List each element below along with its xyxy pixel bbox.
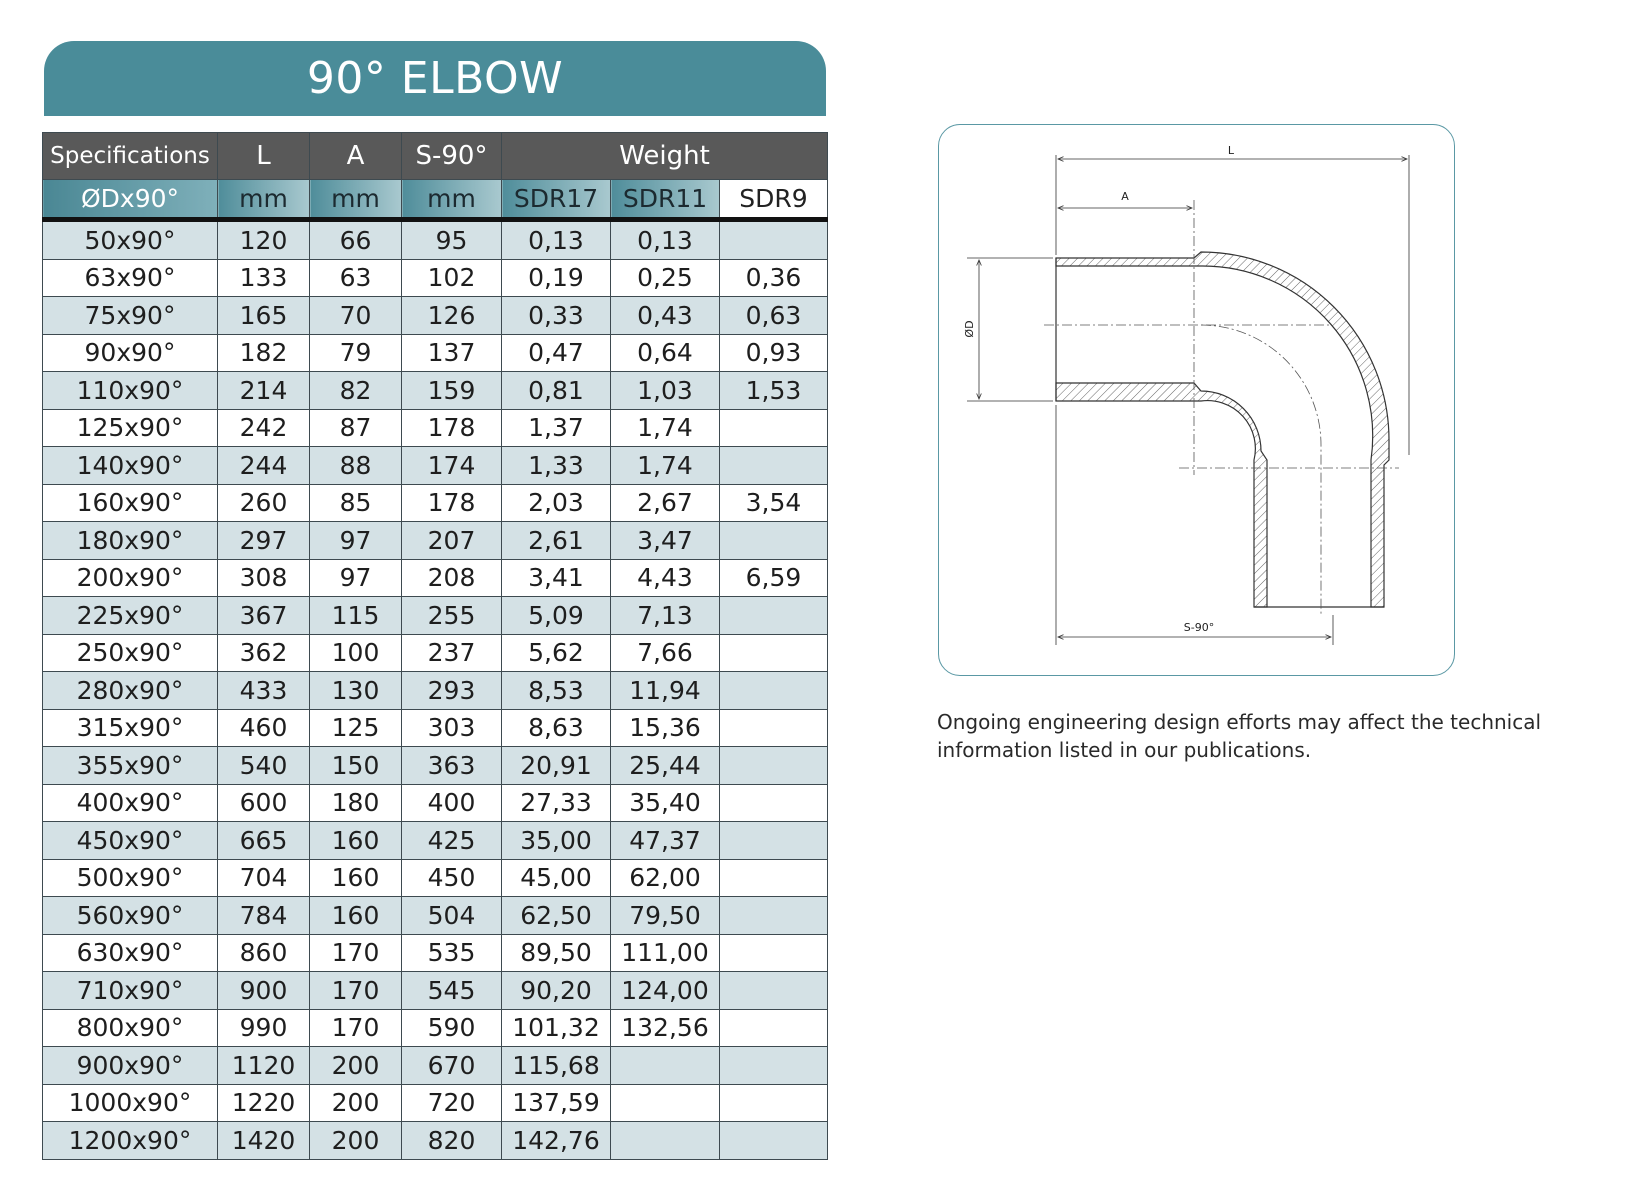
cell-l: 600 [218,784,310,822]
table-row [43,559,828,597]
cell-a: 85 [310,484,402,522]
cell-od: 160x90° [43,484,218,522]
cell-s90: 126 [402,297,502,335]
cell-l: 990 [218,1009,310,1047]
cell-od: 225x90° [43,597,218,635]
cell-sdr9 [720,447,828,485]
cell-sdr17: 137,59 [502,1084,611,1122]
cell-a: 180 [310,784,402,822]
cell-l: 433 [218,672,310,710]
cell-s90: 178 [402,484,502,522]
cell-a: 88 [310,447,402,485]
cell-od: 50x90° [43,220,218,260]
subheader-a-unit: mm [310,180,402,220]
table-row [43,522,828,560]
cell-sdr11: 11,94 [611,672,720,710]
header-l: L [218,133,310,180]
cell-sdr9 [720,522,828,560]
cell-sdr9 [720,1009,828,1047]
cell-sdr9 [720,672,828,710]
cell-sdr9 [720,1084,828,1122]
cell-od: 1200x90° [43,1122,218,1160]
cell-sdr17: 8,53 [502,672,611,710]
cell-sdr9 [720,634,828,672]
cell-sdr17: 35,00 [502,822,611,860]
cell-sdr17: 0,13 [502,220,611,260]
cell-sdr11: 124,00 [611,972,720,1010]
disclaimer-note [937,708,1577,764]
cell-l: 1120 [218,1047,310,1085]
cell-od: 800x90° [43,1009,218,1047]
cell-od: 630x90° [43,934,218,972]
cell-sdr9 [720,1047,828,1085]
cell-sdr17: 5,62 [502,634,611,672]
table-row [43,409,828,447]
cell-l: 1220 [218,1084,310,1122]
cell-sdr11: 1,03 [611,372,720,410]
cell-od: 180x90° [43,522,218,560]
cell-a: 63 [310,259,402,297]
cell-s90: 303 [402,709,502,747]
cell-l: 362 [218,634,310,672]
table-row [43,1122,828,1160]
cell-sdr11 [611,1047,720,1085]
dimension-label-od: ØD [963,320,976,338]
cell-l: 704 [218,859,310,897]
subheader-sdr11: SDR11 [611,180,720,220]
header-s90: S-90° [402,133,502,180]
cell-sdr11: 1,74 [611,447,720,485]
cell-a: 125 [310,709,402,747]
cell-sdr17: 115,68 [502,1047,611,1085]
table-row [43,1047,828,1085]
cell-sdr11: 7,66 [611,634,720,672]
cell-a: 100 [310,634,402,672]
cell-a: 97 [310,522,402,560]
cell-s90: 535 [402,934,502,972]
dimension-label-a: A [1121,190,1129,203]
disclaimer-line-2: information listed in our publications. [937,738,1312,762]
cell-od: 75x90° [43,297,218,335]
table-row [43,1084,828,1122]
table-row [43,934,828,972]
cell-s90: 178 [402,409,502,447]
table-row [43,972,828,1010]
cell-s90: 207 [402,522,502,560]
cell-od: 280x90° [43,672,218,710]
cell-l: 120 [218,220,310,260]
cell-od: 400x90° [43,784,218,822]
cell-l: 784 [218,897,310,935]
cell-s90: 208 [402,559,502,597]
cell-sdr9: 1,53 [720,372,828,410]
cell-sdr17: 90,20 [502,972,611,1010]
cell-od: 500x90° [43,859,218,897]
cell-s90: 720 [402,1084,502,1122]
table-row [43,747,828,785]
dimension-label-l: L [1227,144,1235,157]
cell-sdr17: 62,50 [502,897,611,935]
cell-a: 170 [310,934,402,972]
table-row [43,672,828,710]
cell-sdr11: 25,44 [611,747,720,785]
table-row [43,297,828,335]
cell-od: 710x90° [43,972,218,1010]
cell-a: 160 [310,822,402,860]
cell-od: 63x90° [43,259,218,297]
cell-sdr9 [720,822,828,860]
cell-l: 1420 [218,1122,310,1160]
cell-a: 66 [310,220,402,260]
cell-sdr9 [720,934,828,972]
cell-s90: 400 [402,784,502,822]
table-row [43,897,828,935]
cell-s90: 95 [402,220,502,260]
table-row [43,859,828,897]
cell-sdr17: 45,00 [502,859,611,897]
cell-sdr11: 15,36 [611,709,720,747]
dimension-label-s90: S-90° [1183,621,1215,634]
cell-s90: 590 [402,1009,502,1047]
cell-od: 450x90° [43,822,218,860]
cell-s90: 255 [402,597,502,635]
cell-od: 900x90° [43,1047,218,1085]
cell-l: 297 [218,522,310,560]
cell-sdr11: 132,56 [611,1009,720,1047]
cell-s90: 102 [402,259,502,297]
table-row [43,372,828,410]
cell-sdr11: 0,25 [611,259,720,297]
cell-sdr9 [720,220,828,260]
table-row [43,709,828,747]
cell-sdr11: 47,37 [611,822,720,860]
cell-od: 315x90° [43,709,218,747]
subheader-sdr17: SDR17 [502,180,611,220]
cell-l: 133 [218,259,310,297]
cell-sdr17: 27,33 [502,784,611,822]
cell-sdr9 [720,1122,828,1160]
table-row [43,597,828,635]
cell-a: 200 [310,1047,402,1085]
specification-table [42,132,828,1160]
cell-a: 160 [310,897,402,935]
cell-a: 115 [310,597,402,635]
cell-l: 860 [218,934,310,972]
table-body [43,220,828,1160]
table-header-row [43,133,828,180]
cell-sdr17: 3,41 [502,559,611,597]
cell-sdr9 [720,597,828,635]
cell-a: 170 [310,972,402,1010]
cell-od: 355x90° [43,747,218,785]
cell-l: 182 [218,334,310,372]
cell-l: 900 [218,972,310,1010]
cell-l: 165 [218,297,310,335]
cell-od: 90x90° [43,334,218,372]
cell-s90: 159 [402,372,502,410]
cell-sdr17: 1,33 [502,447,611,485]
cell-a: 82 [310,372,402,410]
table-row [43,1009,828,1047]
cell-sdr9: 3,54 [720,484,828,522]
cell-l: 214 [218,372,310,410]
cell-s90: 820 [402,1122,502,1160]
cell-sdr17: 20,91 [502,747,611,785]
header-a: A [310,133,402,180]
cell-sdr11 [611,1122,720,1160]
cell-sdr17: 5,09 [502,597,611,635]
cell-sdr9 [720,709,828,747]
cell-sdr9 [720,409,828,447]
table-row [43,220,828,260]
cell-a: 150 [310,747,402,785]
table-row [43,447,828,485]
cell-sdr17: 142,76 [502,1122,611,1160]
cell-sdr11: 7,13 [611,597,720,635]
disclaimer-line-1: Ongoing engineering design efforts may affect the technical [937,710,1542,734]
cell-l: 242 [218,409,310,447]
cell-sdr9 [720,972,828,1010]
cell-sdr9: 0,63 [720,297,828,335]
cell-sdr17: 0,19 [502,259,611,297]
cell-od: 125x90° [43,409,218,447]
subheader-s-unit: mm [402,180,502,220]
cell-a: 160 [310,859,402,897]
cell-od: 560x90° [43,897,218,935]
cell-sdr9 [720,747,828,785]
cell-sdr11: 111,00 [611,934,720,972]
cell-sdr11: 79,50 [611,897,720,935]
cell-sdr11: 0,64 [611,334,720,372]
subheader-od: ØDx90° [43,180,218,220]
cell-a: 87 [310,409,402,447]
cell-a: 170 [310,1009,402,1047]
cell-s90: 363 [402,747,502,785]
cell-od: 1000x90° [43,1084,218,1122]
table-row [43,634,828,672]
cell-a: 70 [310,297,402,335]
cell-s90: 425 [402,822,502,860]
outer-wall [1056,252,1389,607]
cell-s90: 237 [402,634,502,672]
cell-sdr11: 2,67 [611,484,720,522]
cell-a: 130 [310,672,402,710]
table-row [43,484,828,522]
cell-sdr17: 1,37 [502,409,611,447]
cell-s90: 174 [402,447,502,485]
cell-s90: 504 [402,897,502,935]
cell-s90: 137 [402,334,502,372]
table-row [43,334,828,372]
cell-l: 308 [218,559,310,597]
page-title: 90° ELBOW [44,41,826,116]
table-row [43,784,828,822]
table-row [43,822,828,860]
cell-sdr17: 2,61 [502,522,611,560]
cell-sdr17: 0,47 [502,334,611,372]
elbow-technical-drawing [939,125,1456,677]
cell-a: 97 [310,559,402,597]
cell-sdr11: 3,47 [611,522,720,560]
elbow-drawing-panel [938,124,1455,676]
cell-sdr17: 0,81 [502,372,611,410]
cell-s90: 670 [402,1047,502,1085]
cell-sdr9: 6,59 [720,559,828,597]
cell-od: 250x90° [43,634,218,672]
cell-sdr9: 0,36 [720,259,828,297]
cell-sdr11: 0,43 [611,297,720,335]
cell-s90: 450 [402,859,502,897]
cell-sdr9 [720,859,828,897]
cell-s90: 293 [402,672,502,710]
cell-sdr9 [720,784,828,822]
header-specifications: Specifications [43,133,218,180]
cell-s90: 545 [402,972,502,1010]
cell-l: 367 [218,597,310,635]
cell-od: 140x90° [43,447,218,485]
cell-a: 200 [310,1122,402,1160]
cell-sdr17: 2,03 [502,484,611,522]
subheader-sdr9: SDR9 [720,180,828,220]
cell-od: 110x90° [43,372,218,410]
cell-l: 244 [218,447,310,485]
cell-sdr11: 4,43 [611,559,720,597]
cell-sdr9 [720,897,828,935]
inner-wall [1056,383,1267,607]
cell-sdr11 [611,1084,720,1122]
cell-l: 260 [218,484,310,522]
cell-sdr11: 62,00 [611,859,720,897]
cell-a: 79 [310,334,402,372]
cell-sdr17: 0,33 [502,297,611,335]
cell-sdr11: 35,40 [611,784,720,822]
cell-sdr9: 0,93 [720,334,828,372]
cell-l: 665 [218,822,310,860]
header-weight: Weight [502,133,828,180]
cell-l: 460 [218,709,310,747]
cell-sdr11: 0,13 [611,220,720,260]
cell-sdr17: 101,32 [502,1009,611,1047]
table-row [43,259,828,297]
cell-od: 200x90° [43,559,218,597]
cell-sdr17: 89,50 [502,934,611,972]
cell-sdr17: 8,63 [502,709,611,747]
cell-a: 200 [310,1084,402,1122]
table-subheader-row [43,180,828,220]
cell-l: 540 [218,747,310,785]
cell-sdr11: 1,74 [611,409,720,447]
subheader-l-unit: mm [218,180,310,220]
